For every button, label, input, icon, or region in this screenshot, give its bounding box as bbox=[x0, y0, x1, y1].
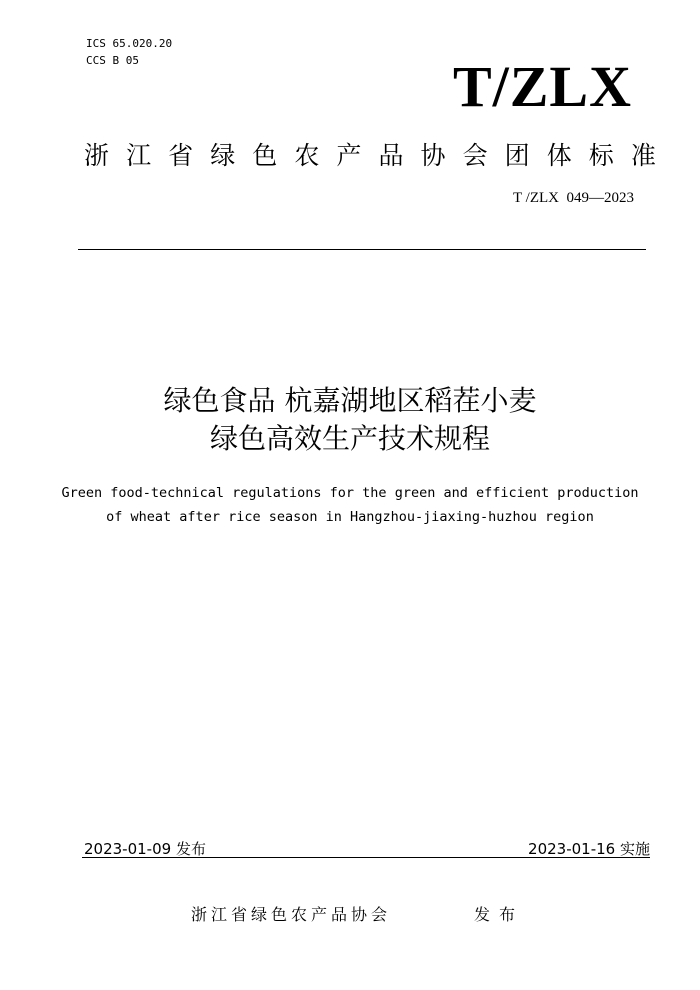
document-title-en bbox=[0, 481, 700, 529]
org-title-char: 会 bbox=[462, 141, 488, 170]
document-title-cn bbox=[0, 382, 700, 458]
footer-divider bbox=[82, 857, 650, 858]
org-title-char: 产 bbox=[336, 141, 362, 170]
org-title-char: 省 bbox=[168, 141, 194, 170]
org-title-char: 品 bbox=[378, 141, 404, 170]
implement-date: 2023-01-16 实施 bbox=[528, 840, 650, 858]
org-title-char: 协 bbox=[420, 141, 446, 170]
org-title-char: 农 bbox=[294, 141, 320, 170]
standard-number: T /ZLX 049—2023 bbox=[513, 190, 634, 206]
org-title-char: 团 bbox=[504, 141, 530, 170]
title-cn-line: 绿色食品 杭嘉湖地区稻茬小麦 bbox=[163, 384, 537, 417]
org-title-char: 准 bbox=[630, 141, 656, 170]
issue-label: 发布 bbox=[474, 905, 525, 924]
org-title-char: 江 bbox=[126, 141, 152, 170]
org-title-char: 浙 bbox=[84, 141, 110, 170]
publish-date: 2023-01-09 发布 bbox=[84, 840, 206, 858]
title-en-line: Green food-technical regulations for the green and efficient production bbox=[61, 485, 639, 501]
header-divider bbox=[78, 249, 646, 250]
org-title-char: 标 bbox=[588, 141, 614, 170]
standard-logo: T/ZLX bbox=[452, 54, 632, 119]
ics-code: ICS 65.020.20 bbox=[86, 37, 173, 50]
title-cn-line: 绿色高效生产技术规程 bbox=[209, 422, 490, 455]
org-title-char: 绿 bbox=[210, 141, 236, 170]
organization-title bbox=[84, 136, 656, 172]
title-en-line: of wheat after rice season in Hangzhou-jiaxing-huzhou region bbox=[106, 509, 594, 525]
ccs-code: CCS B 05 bbox=[86, 54, 139, 67]
org-title-char: 色 bbox=[252, 141, 278, 170]
org-title-char: 体 bbox=[546, 141, 572, 170]
issuing-organization: 浙江省绿色农产品协会 bbox=[191, 905, 392, 924]
